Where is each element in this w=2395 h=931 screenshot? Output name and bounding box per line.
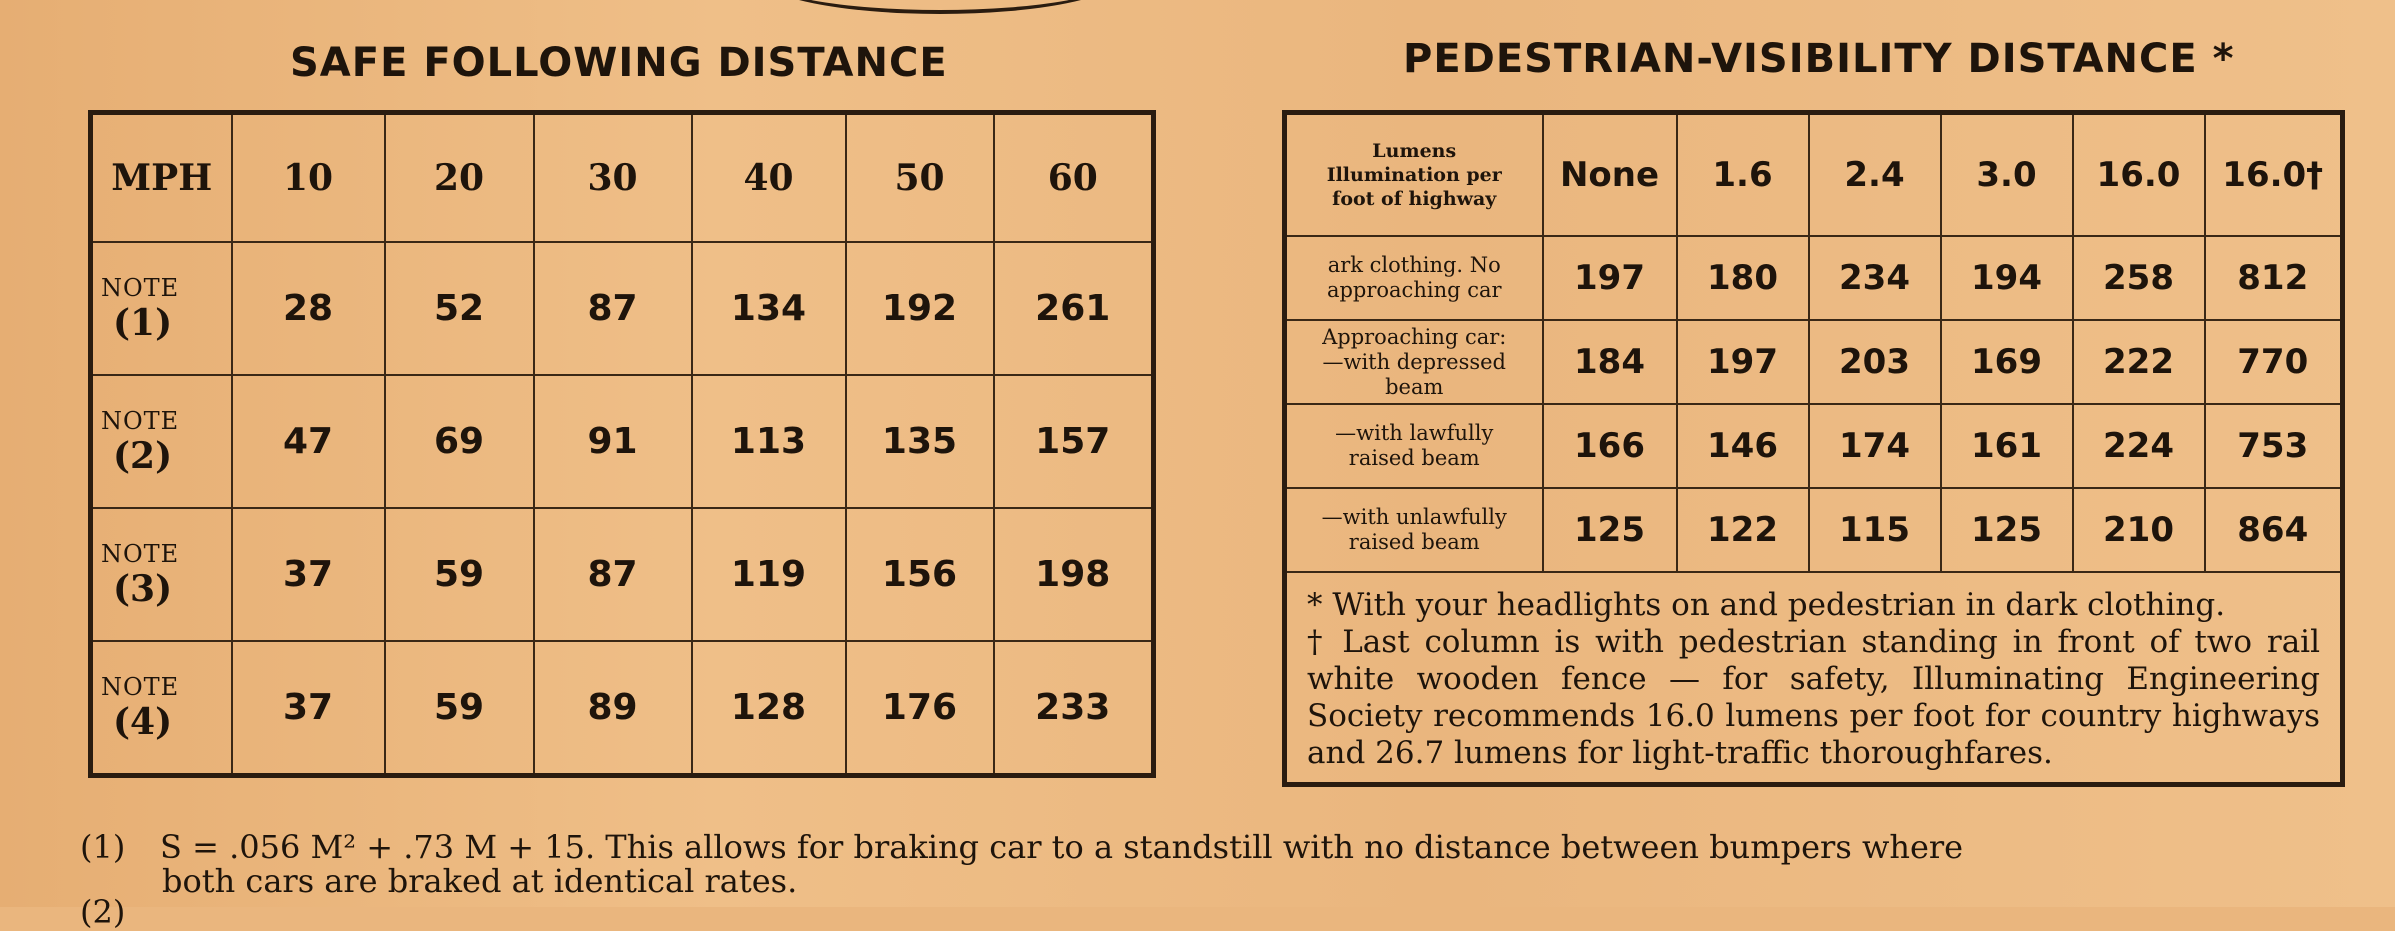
visibility-cell: 753 <box>2205 404 2343 488</box>
speed-header: 10 <box>232 113 385 243</box>
speed-header: 30 <box>534 113 692 243</box>
lumens-header: None <box>1543 113 1677 237</box>
footnote-cell <box>1285 572 2343 785</box>
safe-following-title: SAFE FOLLOWING DISTANCE <box>290 40 948 86</box>
distance-cell: 135 <box>846 375 994 508</box>
distance-cell: 156 <box>846 508 994 641</box>
visibility-cell: 812 <box>2205 236 2343 320</box>
footnote-asterisk: * With your headlights on and pedestrian in dark clothing. <box>1307 587 2226 623</box>
distance-cell: 134 <box>692 242 846 375</box>
note-cell: NOTE (4) <box>91 641 232 776</box>
table-row <box>91 641 1154 776</box>
visibility-cell: 122 <box>1677 488 1809 572</box>
table-row <box>1285 320 2343 404</box>
table-row <box>1285 236 2343 320</box>
distance-cell: 128 <box>692 641 846 776</box>
visibility-cell: 258 <box>2073 236 2205 320</box>
speed-header: 40 <box>692 113 846 243</box>
table-header-row <box>1285 113 2343 237</box>
pedestrian-visibility-table <box>1282 110 2345 787</box>
pedestrian-visibility-title: PEDESTRIAN-VISIBILITY DISTANCE * <box>1403 36 2235 82</box>
visibility-cell: 180 <box>1677 236 1809 320</box>
distance-cell: 28 <box>232 242 385 375</box>
table-row <box>91 242 1154 375</box>
speed-header: 50 <box>846 113 994 243</box>
distance-cell: 91 <box>534 375 692 508</box>
mph-header: MPH <box>91 113 232 243</box>
speed-header: 60 <box>994 113 1154 243</box>
condition-label: —with unlawfully raised beam <box>1285 488 1543 572</box>
distance-cell: 52 <box>385 242 534 375</box>
lumens-header: 2.4 <box>1809 113 1941 237</box>
distance-cell: 59 <box>385 508 534 641</box>
distance-cell: 87 <box>534 508 692 641</box>
speed-header: 20 <box>385 113 534 243</box>
note-cell: NOTE (1) <box>91 242 232 375</box>
visibility-cell: 197 <box>1677 320 1809 404</box>
distance-cell: 157 <box>994 375 1154 508</box>
visibility-cell: 174 <box>1809 404 1941 488</box>
visibility-cell: 864 <box>2205 488 2343 572</box>
visibility-cell: 222 <box>2073 320 2205 404</box>
condition-label: ark clothing. No approaching car <box>1285 236 1543 320</box>
note-1 <box>80 830 2330 898</box>
note-1-formula-text: S = .056 M² + .73 M + 15. This allows for braking car to a standstill with no distance between bumpers where <box>160 828 1964 866</box>
distance-cell: 261 <box>994 242 1154 375</box>
table-row <box>91 375 1154 508</box>
note-cell: NOTE (2) <box>91 375 232 508</box>
visibility-cell: 224 <box>2073 404 2205 488</box>
visibility-cell: 194 <box>1941 236 2073 320</box>
distance-cell: 176 <box>846 641 994 776</box>
note-1-number: (1) <box>80 828 126 866</box>
condition-label: —with lawfully raised beam <box>1285 404 1543 488</box>
lumens-header: 16.0† <box>2205 113 2343 237</box>
footnote-row <box>1285 572 2343 785</box>
lumens-header: 1.6 <box>1677 113 1809 237</box>
visibility-cell: 234 <box>1809 236 1941 320</box>
lumens-header-label: Lumens Illumination per foot of highway <box>1285 113 1543 237</box>
visibility-cell: 210 <box>2073 488 2205 572</box>
table-row <box>1285 404 2343 488</box>
footnote-dagger: † Last column is with pedestrian standing in front of two rail white wooden fence — for safety, Illuminating Engineering Society recommends 16.0 lumens per foot for country highways and 26.7 lumens for light-traffic thoroughfares. <box>1307 624 2320 771</box>
distance-cell: 198 <box>994 508 1154 641</box>
note-cell: NOTE (3) <box>91 508 232 641</box>
lumens-header: 16.0 <box>2073 113 2205 237</box>
table-row <box>1285 488 2343 572</box>
distance-cell: 192 <box>846 242 994 375</box>
condition-label: Approaching car: —with depressed beam <box>1285 320 1543 404</box>
visibility-cell: 770 <box>2205 320 2343 404</box>
lumens-header: 3.0 <box>1941 113 2073 237</box>
distance-cell: 87 <box>534 242 692 375</box>
distance-cell: 119 <box>692 508 846 641</box>
visibility-cell: 197 <box>1543 236 1677 320</box>
distance-cell: 89 <box>534 641 692 776</box>
visibility-cell: 125 <box>1941 488 2073 572</box>
visibility-cell: 184 <box>1543 320 1677 404</box>
visibility-cell: 169 <box>1941 320 2073 404</box>
visibility-cell: 115 <box>1809 488 1941 572</box>
distance-cell: 59 <box>385 641 534 776</box>
table-header-row <box>91 113 1154 243</box>
table-row <box>91 508 1154 641</box>
visibility-cell: 203 <box>1809 320 1941 404</box>
distance-cell: 113 <box>692 375 846 508</box>
distance-cell: 37 <box>232 641 385 776</box>
safe-following-table <box>88 110 1156 778</box>
distance-cell: 69 <box>385 375 534 508</box>
visibility-cell: 125 <box>1543 488 1677 572</box>
visibility-cell: 166 <box>1543 404 1677 488</box>
visibility-cell: 146 <box>1677 404 1809 488</box>
distance-cell: 233 <box>994 641 1154 776</box>
distance-cell: 47 <box>232 375 385 508</box>
visibility-cell: 161 <box>1941 404 2073 488</box>
note-2 <box>80 895 2330 929</box>
distance-cell: 37 <box>232 508 385 641</box>
note-2-number: (2) <box>80 893 126 931</box>
note-1-continuation: both cars are braked at identical rates. <box>162 862 798 900</box>
